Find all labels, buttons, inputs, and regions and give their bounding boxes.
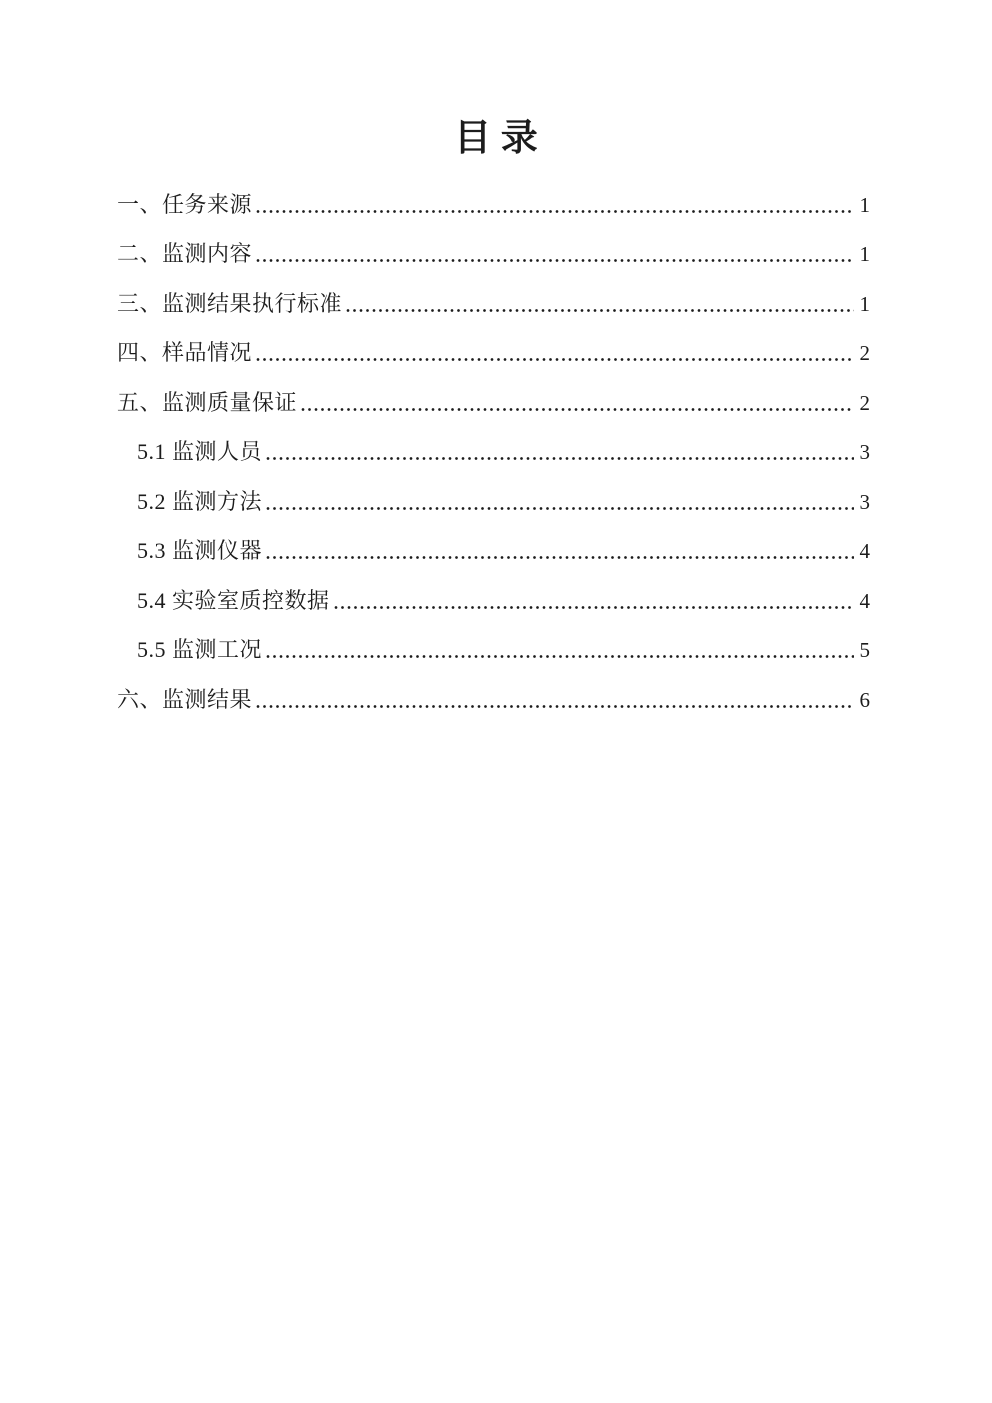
toc-entry-page: 2 xyxy=(859,390,870,415)
toc-entry-page: 4 xyxy=(859,588,870,613)
toc-dot-leader xyxy=(333,605,854,610)
toc-entry-label: 三、监测结果执行标准 xyxy=(117,290,343,316)
toc-entry-label: 一、任务来源 xyxy=(117,191,253,217)
toc-entry-page: 5 xyxy=(859,638,870,662)
toc-title: 目录 xyxy=(454,118,548,159)
toc-list xyxy=(0,178,992,723)
toc-entry[interactable] xyxy=(117,426,870,476)
toc-entry-label: 5.3 监测仪器 xyxy=(137,538,263,563)
toc-entry-page: 1 xyxy=(859,291,870,316)
toc-entry-page: 3 xyxy=(859,440,870,464)
toc-entry[interactable] xyxy=(117,673,870,723)
toc-entry[interactable] xyxy=(117,178,870,228)
toc-entry-page: 2 xyxy=(859,341,870,365)
toc-entry-page: 1 xyxy=(859,242,870,266)
toc-dot-leader xyxy=(255,258,853,263)
toc-entry[interactable] xyxy=(117,525,870,575)
toc-entry-page: 1 xyxy=(859,192,870,217)
toc-entry[interactable] xyxy=(117,574,870,624)
toc-entry[interactable] xyxy=(117,475,870,525)
toc-entry[interactable] xyxy=(117,624,870,674)
toc-entry-label: 五、监测质量保证 xyxy=(117,389,298,415)
toc-entry-page: 4 xyxy=(859,539,870,563)
toc-dot-leader xyxy=(255,209,853,214)
toc-entry-page: 3 xyxy=(859,489,870,514)
toc-entry-label: 5.4 实验室质控数据 xyxy=(137,587,330,613)
toc-entry-label: 六、监测结果 xyxy=(117,686,253,712)
toc-entry-label: 二、监测内容 xyxy=(117,241,253,266)
toc-entry-page: 6 xyxy=(859,687,870,712)
toc-dot-leader xyxy=(265,654,853,659)
toc-entry[interactable] xyxy=(117,327,870,377)
toc-dot-leader xyxy=(265,506,853,511)
toc-entry[interactable] xyxy=(117,277,870,327)
toc-dot-leader xyxy=(255,704,853,709)
toc-dot-leader xyxy=(300,407,853,412)
toc-entry-label: 5.1 监测人员 xyxy=(137,439,263,464)
toc-entry-label: 四、样品情况 xyxy=(117,340,253,365)
toc-entry[interactable] xyxy=(117,376,870,426)
toc-entry[interactable] xyxy=(117,228,870,278)
toc-entry-label: 5.5 监测工况 xyxy=(137,637,263,662)
toc-entry-label: 5.2 监测方法 xyxy=(137,488,263,514)
toc-dot-leader xyxy=(345,308,853,313)
toc-dot-leader xyxy=(255,357,853,362)
toc-dot-leader xyxy=(265,555,853,560)
toc-dot-leader xyxy=(265,456,853,461)
